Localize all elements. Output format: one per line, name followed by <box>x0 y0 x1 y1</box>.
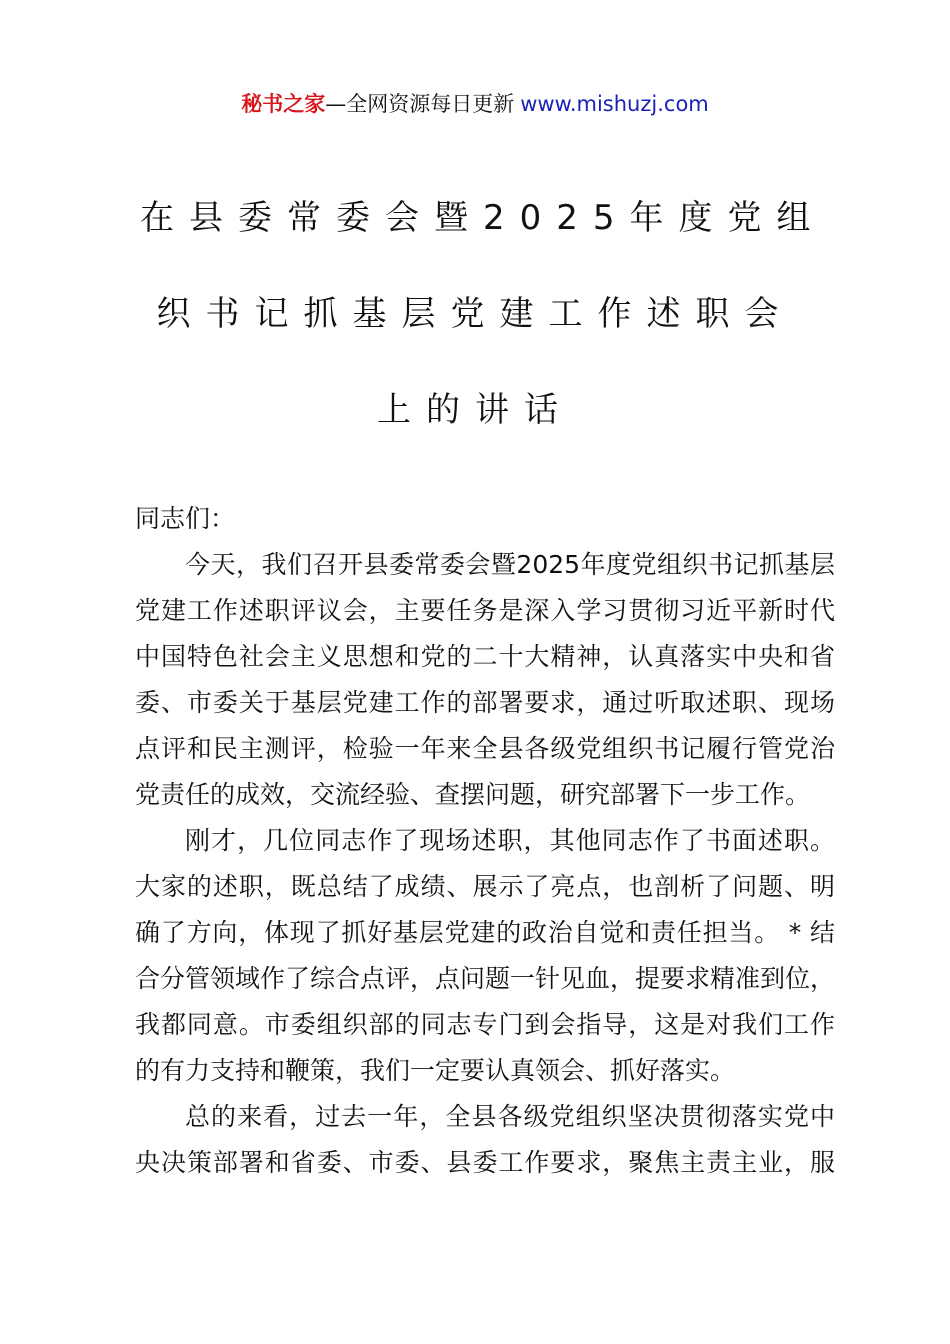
paragraph-2-line-3: 确了方向，体现了抓好基层党建的政治自觉和责任担当。 * 结 <box>135 918 835 947</box>
document-title <box>140 170 826 458</box>
paragraph-2-line-4: 合分管领域作了综合点评，点问题一针见血，提要求精准到位， <box>135 964 836 993</box>
paragraph-2-line-5: 我都同意。市委组织部的同志专门到会指导，这是对我们工作 <box>135 1010 835 1039</box>
site-header <box>0 88 950 120</box>
paragraph-3-line-1: 总的来看，过去一年，全县各级党组织坚决贯彻落实党中 <box>185 1102 835 1131</box>
paragraph-3-line-2: 央决策部署和省委、市委、县委工作要求，聚焦主责主业，服 <box>135 1148 835 1177</box>
paragraph-2-line-6: 的有力支持和鞭策，我们一定要认真领会、抓好落实。 <box>135 1056 736 1085</box>
title-line-1: 在县委常委会暨2025年度党组 <box>140 198 826 238</box>
header-tagline: —全网资源每日更新 <box>325 92 515 116</box>
paragraph-2-line-2: 大家的述职，既总结了成绩、展示了亮点，也剖析了问题、明 <box>135 872 835 901</box>
paragraph-1-line-6: 党责任的成效，交流经验、查摆问题，研究部署下一步工作。 <box>135 780 811 809</box>
document-body <box>135 496 835 1186</box>
site-url-link[interactable]: www.mishuzj.com <box>520 92 709 116</box>
title-line-2: 织书记抓基层党建工作述职会 <box>156 294 794 334</box>
paragraph-1-line-4: 委、市委关于基层党建工作的部署要求，通过听取述职、现场 <box>135 688 835 717</box>
paragraph-1-line-1: 今天，我们召开县委常委会暨2025年度党组织书记抓基层 <box>185 550 835 579</box>
paragraph-1-line-5: 点评和民主测评，检验一年来全县各级党组织书记履行管党治 <box>135 734 835 763</box>
salutation: 同志们： <box>135 504 236 533</box>
title-line-3: 上的讲话 <box>377 390 573 430</box>
brand-name: 秘书之家 <box>241 92 326 116</box>
paragraph-1-line-3: 中国特色社会主义思想和党的二十大精神，认真落实中央和省 <box>135 642 835 671</box>
paragraph-1-line-2: 党建工作述职评议会，主要任务是深入学习贯彻习近平新时代 <box>135 596 835 625</box>
paragraph-2-line-1: 刚才，几位同志作了现场述职，其他同志作了书面述职。 <box>185 826 835 855</box>
